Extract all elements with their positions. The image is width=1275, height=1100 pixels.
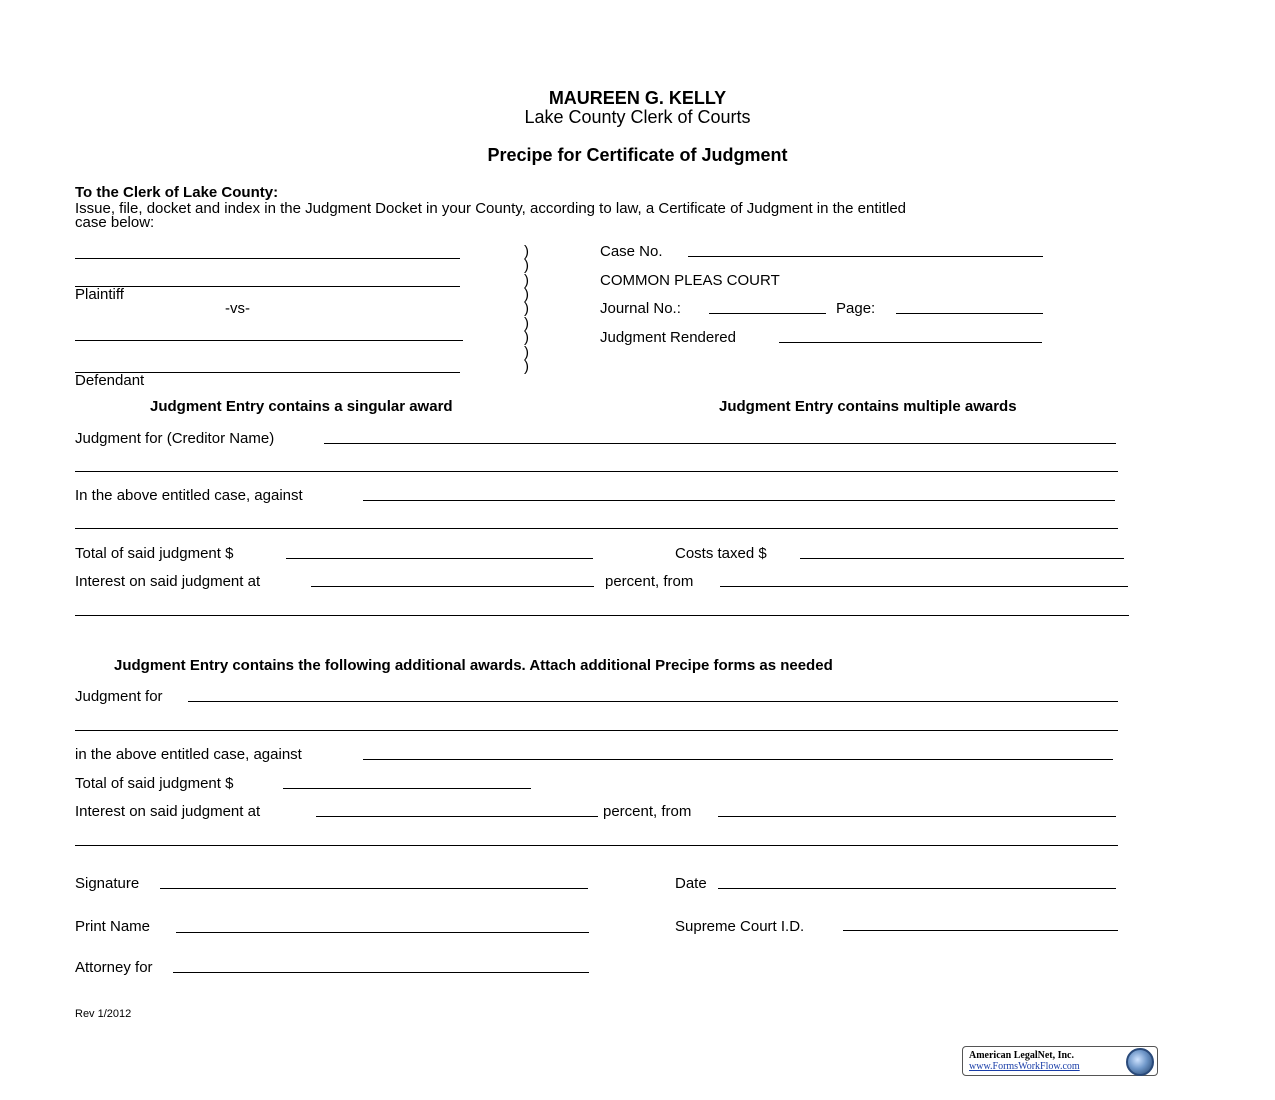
creditor-name-field-2[interactable] (75, 471, 1118, 472)
caption-paren: ) (524, 272, 529, 289)
logo-url[interactable]: www.FormsWorkFlow.com (969, 1061, 1080, 1072)
page-label: Page: (836, 300, 876, 317)
caption-paren: ) (524, 344, 529, 361)
vs-label: -vs- (225, 300, 250, 317)
additional-against-field[interactable] (363, 759, 1113, 760)
intro-line-2: case below: (75, 214, 155, 231)
intro-line-1: Issue, file, docket and index in the Judgment Docket in your County, according to law, a Certificate of Judgment in the entitled (75, 200, 907, 217)
defendant-label: Defendant (75, 372, 145, 389)
caption-paren: ) (524, 329, 529, 346)
total-judgment-field[interactable] (286, 558, 593, 559)
total-judgment-label: Total of said judgment $ (75, 545, 234, 562)
attorney-for-field[interactable] (173, 972, 589, 973)
plaintiff-line-1[interactable] (75, 258, 460, 259)
caption-paren: ) (524, 286, 529, 303)
judgment-for-creditor-label: Judgment for (Creditor Name) (75, 430, 275, 447)
supreme-court-id-label: Supreme Court I.D. (675, 918, 805, 935)
additional-total-field[interactable] (283, 788, 531, 789)
additional-judgment-for-field-2[interactable] (75, 730, 1118, 731)
additional-interest-from-field-2[interactable] (75, 845, 1118, 846)
revision-label: Rev 1/2012 (75, 1008, 132, 1020)
plaintiff-line-2[interactable] (75, 286, 460, 287)
additional-against-label: in the above entitled case, against (75, 746, 302, 763)
against-field-2[interactable] (75, 528, 1118, 529)
case-no-label: Case No. (600, 243, 663, 260)
judgment-rendered-label: Judgment Rendered (600, 329, 736, 346)
caption-paren: ) (524, 257, 529, 274)
page-field[interactable] (896, 313, 1043, 314)
additional-interest-rate-field[interactable] (316, 816, 598, 817)
additional-judgment-for-label: Judgment for (75, 688, 163, 705)
globe-icon (1126, 1048, 1154, 1076)
attorney-for-label: Attorney for (75, 959, 153, 976)
against-field[interactable] (363, 500, 1115, 501)
logo-name: American LegalNet, Inc. (969, 1050, 1074, 1061)
clerk-office: Lake County Clerk of Courts (524, 107, 751, 127)
defendant-line-1[interactable] (75, 340, 463, 341)
singular-award-option[interactable]: Judgment Entry contains a singular award (150, 398, 453, 415)
signature-field[interactable] (160, 888, 588, 889)
percent-from-label: percent, from (605, 573, 694, 590)
additional-interest-label: Interest on said judgment at (75, 803, 261, 820)
interest-from-field[interactable] (720, 586, 1128, 587)
publisher-logo[interactable] (962, 1046, 1158, 1076)
salutation: To the Clerk of Lake County: (75, 184, 279, 201)
caption-paren: ) (524, 300, 529, 317)
interest-label: Interest on said judgment at (75, 573, 261, 590)
additional-total-label: Total of said judgment $ (75, 775, 234, 792)
print-name-field[interactable] (176, 932, 589, 933)
multiple-awards-option[interactable]: Judgment Entry contains multiple awards (719, 398, 1017, 415)
costs-taxed-field[interactable] (800, 558, 1124, 559)
creditor-name-field[interactable] (324, 443, 1116, 444)
journal-no-field[interactable] (709, 313, 826, 314)
journal-no-label: Journal No.: (600, 300, 681, 317)
print-name-label: Print Name (75, 918, 151, 935)
supreme-court-id-field[interactable] (843, 930, 1118, 931)
signature-label: Signature (75, 875, 140, 892)
additional-percent-from-label: percent, from (603, 803, 692, 820)
interest-from-field-2[interactable] (75, 615, 1129, 616)
judgment-rendered-field[interactable] (779, 342, 1042, 343)
against-label: In the above entitled case, against (75, 487, 303, 504)
court-label: COMMON PLEAS COURT (600, 272, 780, 289)
caption-paren: ) (524, 315, 529, 332)
plaintiff-label: Plaintiff (75, 286, 124, 303)
date-field[interactable] (718, 888, 1116, 889)
interest-rate-field[interactable] (311, 586, 594, 587)
additional-judgment-for-field[interactable] (188, 701, 1118, 702)
caption-paren: ) (524, 243, 529, 260)
form-title: Precipe for Certificate of Judgment (487, 145, 788, 165)
additional-interest-from-field[interactable] (718, 816, 1116, 817)
date-label: Date (675, 875, 707, 892)
costs-taxed-label: Costs taxed $ (675, 545, 767, 562)
case-no-field[interactable] (688, 256, 1043, 257)
additional-awards-heading: Judgment Entry contains the following additional awards. Attach additional Precipe forms as needed (114, 657, 833, 674)
clerk-name: MAUREEN G. KELLY (548, 88, 727, 108)
caption-paren: ) (524, 358, 529, 375)
